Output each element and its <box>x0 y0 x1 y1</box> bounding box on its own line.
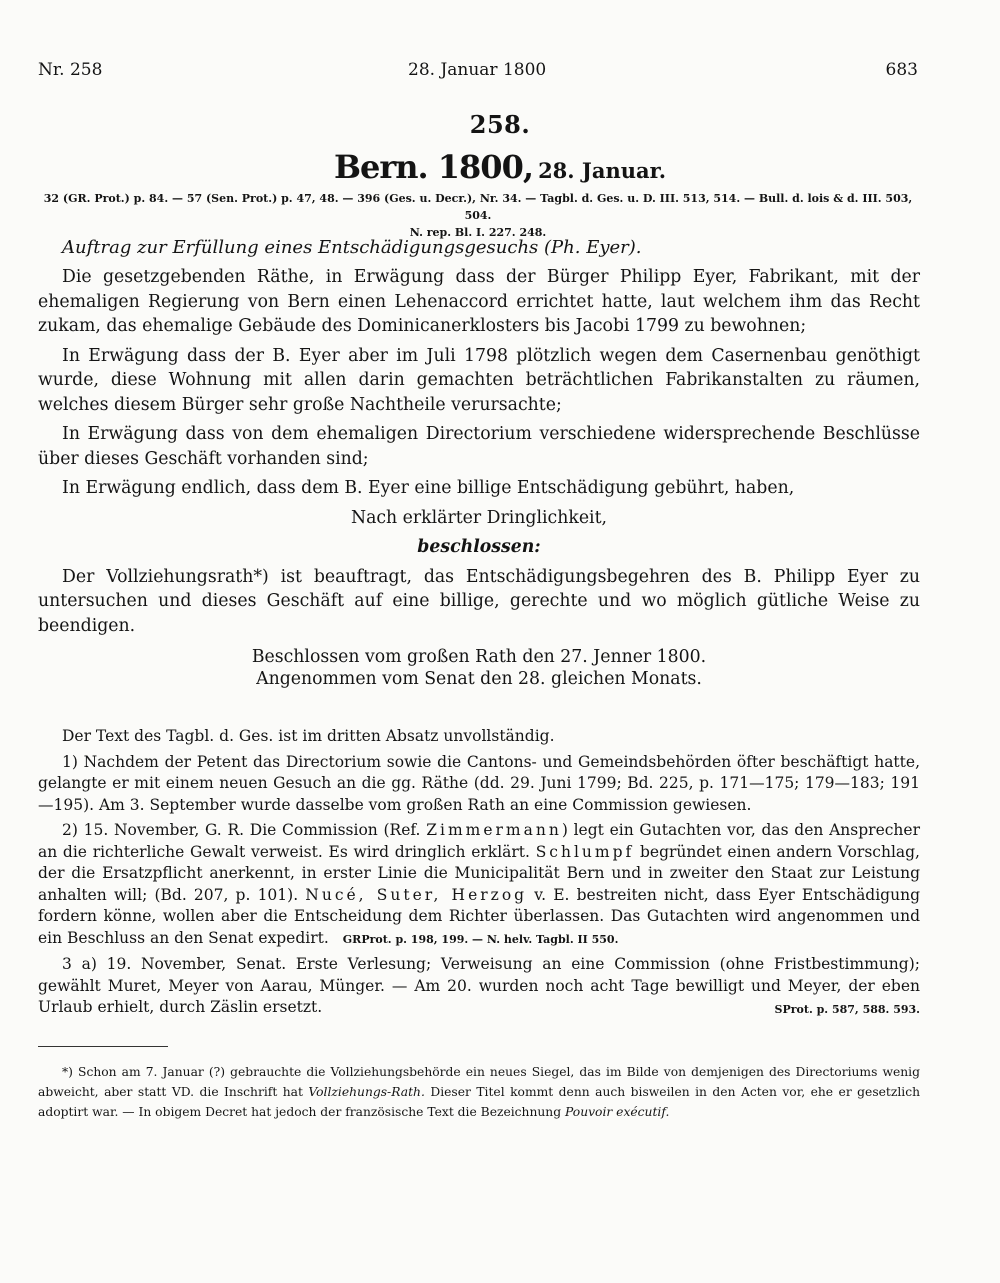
footnote-part-a: *) Schon am 7. Januar (?) gebrauchte die Vollziehungsbehörde ein neues Siegel, das im Bilde von demjenigen des Directoriums wenig abweicht, aber statt VD. die Inschrift hat <box>38 1065 920 1099</box>
note-2-part-a: 2) 15. November, G. R. Die Commission (Ref. <box>62 821 427 839</box>
closing-line-2: Angenommen vom Senat den 28. gleichen Monats. <box>256 669 702 689</box>
footnote-separator <box>38 1046 168 1047</box>
editorial-notes <box>38 726 920 1023</box>
paragraph-2: In Erwägung dass der B. Eyer aber im Juli 1798 plötzlich wegen dem Casernenbau genöthigt wurde, diese Wohnung mit allen darin gemachten beträchtlichen Fabrikanstalten zu räumen, welches diesem Bürger sehr große Nachtheile verursachte; <box>38 345 920 415</box>
name-schlumpf: Schlumpf <box>535 842 635 861</box>
note-3 <box>38 954 920 1019</box>
note-2 <box>38 820 920 950</box>
note-2-part-c: begründet einen andern Vorschlag, der die Ersatzpflicht anerkennt, in erster Linie die Municipalität Bern und in zweiter den Staat zur Leistung anhalten will; (Bd. 207, p. 101). <box>38 842 920 904</box>
footnote-italic-1: Vollziehungs-Rath. <box>308 1085 425 1099</box>
document-number: 258. <box>469 110 531 139</box>
name-zimmermann: Zimmermann <box>426 821 562 839</box>
footnote-text <box>38 1062 920 1122</box>
running-head <box>38 60 918 86</box>
place-year: Bern. 1800, <box>333 148 533 186</box>
note-3-text: 3 a) 19. November, Senat. Erste Verlesung; Verweisung an eine Commission (ohne Fristbestimmung); gewählt Muret, Meyer von Aarau, Münger. — Am 20. wurden noch acht Tage bewilligt und Meyer, der eben Urlaub erhielt, durch Zäslin ersetzt. <box>38 955 920 1016</box>
paragraph-1: Die gesetzgebenden Räthe, in Erwägung dass der Bürger Philipp Eyer, Fabrikant, mit der ehemaligen Regierung von Bern einen Lehenaccord errichtet hatte, laut welchem ihm das Recht zukam, das ehemalige Gebäude des Dominicanerklosters bis Jacobi 1799 zu bewohnen; <box>38 267 920 336</box>
closing-block <box>38 646 920 690</box>
urgency-line: Nach erklärter Dringlichkeit, <box>350 507 608 528</box>
closing-line-1: Beschlossen vom großen Rath den 27. Jenner 1800. <box>251 647 707 667</box>
paragraph-3: In Erwägung dass von dem ehemaligen Directorium verschiedene widersprechende Beschlüsse über dieses Geschäft vorhanden sind; <box>38 424 920 469</box>
source-line-1: 32 (GR. Prot.) p. 84. — 57 (Sen. Prot.) p. 47, 48. — 396 (Ges. u. Decr.), Nr. 34. — Tagbl. d. Ges. u. D. III. 513, 514. — Bull. d. lois & d. III. 503, 504. <box>43 192 913 222</box>
page-number: 683 <box>885 60 918 80</box>
names-nuce-suter-herzog: Nucé, Suter, Herzog <box>305 885 528 904</box>
footnote-part-b: Dieser Titel kommt denn auch bisweilen in den Acten vor, ehe er gesetzlich adoptirt war. — In obigem Decret hat jedoch der französische Text die Bezeichnung <box>38 1085 921 1119</box>
decision-line: beschlossen: <box>417 537 541 557</box>
document-number-header: Nr. 258 <box>38 60 103 80</box>
paragraph-4: In Erwägung endlich, dass dem B. Eyer eine billige Entschädigung gebührt, haben, <box>62 478 795 498</box>
footnote-italic-2: Pouvoir exécutif. <box>565 1105 670 1119</box>
note-2-part-b: ) legt ein Gutachten vor, das den Ansprecher an die richterliche Gewalt verweist. Es wird dringlich erklärt. <box>38 821 920 861</box>
note-2-part-d: v. E. bestreiten nicht, dass Eyer Entschädigung fordern könne, wollen aber die Entscheidung dem Richter überlassen. Das Gutachten wird angenommen und ein Beschluss an den Senat expedirt. <box>38 885 920 947</box>
paragraph-5: Der Vollziehungsrath*) ist beauftragt, das Entschädigungsbegehren des B. Philipp Eyer zu untersuchen und dieses Geschäft auf eine billige, gerechte und wo möglich gütliche Weise zu beendigen. <box>38 566 920 636</box>
source-references <box>38 190 918 241</box>
note-2-reference: GRProt. p. 198, 199. — N. helv. Tagbl. II 550. <box>342 932 619 946</box>
note-1: 1) Nachdem der Petent das Directorium sowie die Cantons- und Gemeindsbehörden öfter beschäftigt hatte, gelangte er mit einem neuen Gesuch an die gg. Räthe (dd. 29. Juni 1799; Bd. 225, p. 171—175; 179—183; 191—195). Am 3. September wurde dasselbe vom großen Rath an eine Commission gewiesen. <box>38 752 920 814</box>
note-intro: Der Text des Tagbl. d. Ges. ist im dritten Absatz unvollständig. <box>62 727 555 745</box>
footnote <box>38 1062 920 1122</box>
document-heading <box>0 148 1000 186</box>
note-3-reference: SProt. p. 587, 588. 593. <box>774 1003 920 1016</box>
source-line-2: N. rep. Bl. I. 227. 248. <box>409 226 547 239</box>
document-title: Auftrag zur Erfüllung eines Entschädigungsgesuchs (Ph. Eyer). <box>62 237 642 258</box>
date-header: 28. Januar 1800 <box>408 60 547 80</box>
document-date: 28. Januar. <box>538 158 667 183</box>
decree-body <box>38 265 920 690</box>
